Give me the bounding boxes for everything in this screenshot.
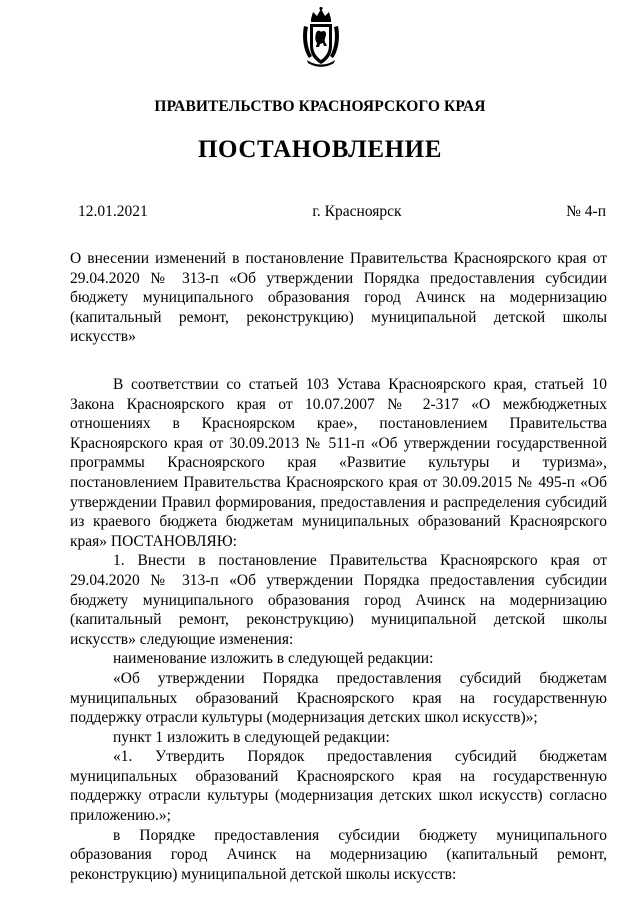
body-paragraph: наименование изложить в следующей редакции: [113, 650, 434, 668]
body-paragraph: пункт 1 изложить в следующей редакции: [113, 728, 390, 746]
document-title: О внесении изменений в постановление Правительства Красноярского края от 29.04.2020 № 313-п «Об утверждении Порядка предоставления субсидии бюджету муниципального образования город Ачинск на модернизацию (капитальный ремонт, реконструкцию) муниципальной детской школы искусств» [70, 250, 607, 346]
document-body [70, 375, 607, 884]
body-paragraph: «Об утверждении Порядка предоставления субсидий бюджетам муниципальных образований Красноярского края на государственную поддержку отрасли культуры (модернизация детских школ искусств)»; [70, 669, 607, 727]
document-number: № 4-п [566, 203, 606, 220]
body-paragraph: в Порядке предоставления субсидии бюджету муниципального образования город Ачинск на модернизацию (капитальный ремонт, реконструкцию) муниципальной детской школы искусств: [70, 826, 607, 883]
body-paragraph: «1. Утвердить Порядок предоставления субсидий бюджетам муниципальных образований Красноярского края на государственную поддержку отрасли культуры (модернизация детских школ искусств) согласно приложению.»; [70, 748, 607, 825]
organization-name: ПРАВИТЕЛЬСТВО КРАСНОЯРСКОГО КРАЯ [154, 98, 486, 115]
body-paragraph: 1. Внести в постановление Правительства Красноярского края от 29.04.2020 № 313-п «Об утверждении Порядка предоставления субсидии бюджету муниципального образования город Ачинск на модернизацию (капитальный ремонт, реконструкцию) муниципальной детской школы искусств» следующие изменения: [70, 552, 607, 648]
document-date: 12.01.2021 [78, 203, 148, 220]
body-paragraph: В соответствии со статьей 103 Устава Красноярского края, статьей 10 Закона Красноярского края от 10.07.2007 № 2-317 «О межбюджетных отношениях в Красноярском крае», постановлением Правительства Красноярского края от 30.09.2013 № 511-п «Об утверждении государственной программы Красноярского края «Развитие культуры и туризма», постановлением Правительства Красноярского края от 30.09.2015 № 495-п «Об утверждении Правил формирования, предоставления и распределения субсидий из краевого бюджета бюджетам муниципальных образований Красноярского края» ПОСТАНОВЛЯЮ: [70, 376, 607, 550]
document-meta [78, 203, 606, 221]
document-type-heading: ПОСТАНОВЛЕНИЕ [197, 136, 443, 163]
coat-of-arms-emblem [301, 6, 341, 68]
document-city: г. Красноярск [312, 203, 402, 220]
